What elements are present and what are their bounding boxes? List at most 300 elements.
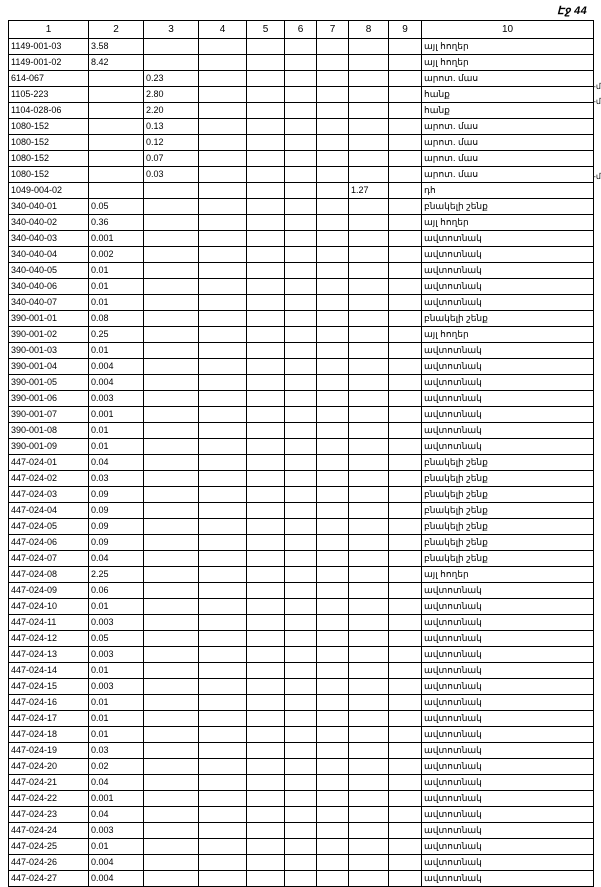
cell-1: 447-024-25 — [9, 839, 89, 855]
cell-7 — [317, 823, 349, 839]
cell-4 — [199, 327, 247, 343]
cell-4 — [199, 455, 247, 471]
cell-4 — [199, 711, 247, 727]
table-row — [9, 791, 594, 807]
cell-4 — [199, 151, 247, 167]
column-header-1: 1 — [9, 21, 89, 39]
cell-1: 340-040-02 — [9, 215, 89, 231]
cell-5 — [247, 39, 285, 55]
cell-6 — [285, 519, 317, 535]
page-number-label: Էջ 44 — [557, 5, 587, 17]
cell-7 — [317, 167, 349, 183]
table-row — [9, 775, 594, 791]
cell-6 — [285, 295, 317, 311]
cell-10: բնակելի շենք — [422, 503, 594, 519]
cell-5 — [247, 231, 285, 247]
cell-2: 0.02 — [89, 759, 144, 775]
cell-7 — [317, 711, 349, 727]
cell-4 — [199, 199, 247, 215]
cell-4 — [199, 567, 247, 583]
cell-3 — [144, 695, 199, 711]
cell-4 — [199, 615, 247, 631]
cell-1: 447-024-07 — [9, 551, 89, 567]
cell-4 — [199, 647, 247, 663]
cell-2: 0.001 — [89, 407, 144, 423]
cell-1: 1080-152 — [9, 167, 89, 183]
cell-2: 0.002 — [89, 247, 144, 263]
cell-10: այլ հողեր — [422, 215, 594, 231]
cell-10: ավտոտնակ — [422, 695, 594, 711]
cell-10: դհ — [422, 183, 594, 199]
cell-4 — [199, 519, 247, 535]
cell-5 — [247, 871, 285, 887]
cell-2: 0.003 — [89, 679, 144, 695]
cell-2: 0.003 — [89, 615, 144, 631]
cell-9 — [389, 247, 422, 263]
cell-4 — [199, 631, 247, 647]
cell-6 — [285, 807, 317, 823]
cell-2: 0.01 — [89, 599, 144, 615]
cell-6 — [285, 759, 317, 775]
cell-4 — [199, 503, 247, 519]
cell-8 — [349, 71, 389, 87]
cell-6 — [285, 151, 317, 167]
cell-8 — [349, 295, 389, 311]
cell-4 — [199, 871, 247, 887]
cell-2: 0.004 — [89, 855, 144, 871]
cell-10: արոտ. մաս — [422, 167, 594, 183]
cell-6 — [285, 167, 317, 183]
table-row — [9, 167, 594, 183]
cell-7 — [317, 615, 349, 631]
cell-9 — [389, 167, 422, 183]
table-row — [9, 71, 594, 87]
cell-8 — [349, 679, 389, 695]
cell-7 — [317, 279, 349, 295]
cell-3 — [144, 647, 199, 663]
cell-5 — [247, 615, 285, 631]
cell-8 — [349, 279, 389, 295]
cell-2: 0.05 — [89, 631, 144, 647]
cell-2: 0.001 — [89, 231, 144, 247]
cell-8 — [349, 487, 389, 503]
table-row — [9, 311, 594, 327]
cell-7 — [317, 119, 349, 135]
cell-10: ավտոտնակ — [422, 599, 594, 615]
cell-2 — [89, 103, 144, 119]
cell-10: ավտոտնակ — [422, 631, 594, 647]
cell-6 — [285, 327, 317, 343]
cell-9 — [389, 711, 422, 727]
table-row — [9, 695, 594, 711]
cell-4 — [199, 71, 247, 87]
cell-10: ավտոտնակ — [422, 743, 594, 759]
cell-4 — [199, 247, 247, 263]
cell-6 — [285, 215, 317, 231]
cell-7 — [317, 679, 349, 695]
cell-6 — [285, 663, 317, 679]
table-row — [9, 295, 594, 311]
cell-4 — [199, 791, 247, 807]
cell-10: ավտոտնակ — [422, 647, 594, 663]
cell-6 — [285, 423, 317, 439]
table-row — [9, 391, 594, 407]
cell-5 — [247, 823, 285, 839]
cell-6 — [285, 599, 317, 615]
cell-2: 0.003 — [89, 647, 144, 663]
cell-8 — [349, 407, 389, 423]
cell-5 — [247, 151, 285, 167]
table-row — [9, 631, 594, 647]
cell-2: 0.01 — [89, 695, 144, 711]
cell-10: արոտ. մաս — [422, 135, 594, 151]
cell-10: ավտոտնակ — [422, 807, 594, 823]
cell-7 — [317, 183, 349, 199]
cell-4 — [199, 215, 247, 231]
cell-3 — [144, 199, 199, 215]
column-header-8: 8 — [349, 21, 389, 39]
cell-10: ավտոտնակ — [422, 231, 594, 247]
cell-2: 0.01 — [89, 295, 144, 311]
cell-5 — [247, 455, 285, 471]
cell-8 — [349, 663, 389, 679]
cell-9 — [389, 327, 422, 343]
cell-6 — [285, 359, 317, 375]
cell-2 — [89, 183, 144, 199]
table-row — [9, 439, 594, 455]
cell-1: 447-024-27 — [9, 871, 89, 887]
cell-5 — [247, 423, 285, 439]
cell-7 — [317, 471, 349, 487]
cell-7 — [317, 455, 349, 471]
cell-1: 447-024-18 — [9, 727, 89, 743]
cell-2: 0.01 — [89, 439, 144, 455]
cell-7 — [317, 423, 349, 439]
cell-7 — [317, 567, 349, 583]
cell-1: 447-024-14 — [9, 663, 89, 679]
cell-1: 340-040-07 — [9, 295, 89, 311]
cell-1: 447-024-12 — [9, 631, 89, 647]
cell-6 — [285, 711, 317, 727]
cell-9 — [389, 487, 422, 503]
cell-10: այլ հողեր — [422, 567, 594, 583]
cell-3 — [144, 423, 199, 439]
cell-5 — [247, 487, 285, 503]
cell-8 — [349, 695, 389, 711]
cell-5 — [247, 583, 285, 599]
cell-1: 447-024-22 — [9, 791, 89, 807]
cell-7 — [317, 631, 349, 647]
cell-2: 0.01 — [89, 727, 144, 743]
cell-9 — [389, 471, 422, 487]
cell-2: 0.01 — [89, 663, 144, 679]
cell-6 — [285, 391, 317, 407]
cell-9 — [389, 791, 422, 807]
cell-9 — [389, 727, 422, 743]
cell-6 — [285, 247, 317, 263]
table-row — [9, 423, 594, 439]
cell-7 — [317, 503, 349, 519]
cell-4 — [199, 839, 247, 855]
cell-5 — [247, 807, 285, 823]
cell-9 — [389, 295, 422, 311]
cell-7 — [317, 855, 349, 871]
cell-8 — [349, 87, 389, 103]
cell-4 — [199, 343, 247, 359]
table-row — [9, 263, 594, 279]
table-row — [9, 407, 594, 423]
cell-3: 2.80 — [144, 87, 199, 103]
cell-4 — [199, 263, 247, 279]
cell-8 — [349, 215, 389, 231]
column-header-9: 9 — [389, 21, 422, 39]
cell-2: 0.05 — [89, 199, 144, 215]
cell-1: 340-040-03 — [9, 231, 89, 247]
cell-9 — [389, 567, 422, 583]
table-row — [9, 151, 594, 167]
cell-9 — [389, 375, 422, 391]
cell-6 — [285, 839, 317, 855]
cell-6 — [285, 119, 317, 135]
cell-6 — [285, 199, 317, 215]
cell-3 — [144, 679, 199, 695]
cell-8 — [349, 439, 389, 455]
cell-4 — [199, 55, 247, 71]
cell-9 — [389, 359, 422, 375]
table-row — [9, 199, 594, 215]
cell-10: ավտոտնակ — [422, 839, 594, 855]
cell-10: ավտոտնակ — [422, 263, 594, 279]
cell-3 — [144, 775, 199, 791]
table-row — [9, 215, 594, 231]
cell-7 — [317, 791, 349, 807]
cell-1: 447-024-05 — [9, 519, 89, 535]
cell-1: 1105-223 — [9, 87, 89, 103]
cell-1: 1080-152 — [9, 151, 89, 167]
cell-8 — [349, 103, 389, 119]
table-row — [9, 455, 594, 471]
cell-9 — [389, 231, 422, 247]
table-row — [9, 279, 594, 295]
cell-9 — [389, 391, 422, 407]
cell-6 — [285, 103, 317, 119]
cell-8 — [349, 471, 389, 487]
cell-3 — [144, 567, 199, 583]
cell-3 — [144, 455, 199, 471]
cell-2: 0.09 — [89, 503, 144, 519]
cell-3 — [144, 615, 199, 631]
cell-9 — [389, 503, 422, 519]
column-header-2: 2 — [89, 21, 144, 39]
cell-8 — [349, 855, 389, 871]
cell-1: 447-024-11 — [9, 615, 89, 631]
cell-6 — [285, 535, 317, 551]
table-row — [9, 247, 594, 263]
cell-7 — [317, 839, 349, 855]
cell-4 — [199, 807, 247, 823]
cell-9 — [389, 663, 422, 679]
cell-2: 0.06 — [89, 583, 144, 599]
cell-3: 0.12 — [144, 135, 199, 151]
cell-3 — [144, 279, 199, 295]
cell-4 — [199, 759, 247, 775]
cell-4 — [199, 119, 247, 135]
cell-3 — [144, 551, 199, 567]
cell-2: 0.01 — [89, 263, 144, 279]
cell-8 — [349, 839, 389, 855]
cell-5 — [247, 503, 285, 519]
cell-2: 0.01 — [89, 423, 144, 439]
cell-10: ավտոտնակ — [422, 439, 594, 455]
cell-7 — [317, 695, 349, 711]
table-row — [9, 39, 594, 55]
cell-1: 447-024-08 — [9, 567, 89, 583]
cell-4 — [199, 775, 247, 791]
cell-3 — [144, 183, 199, 199]
column-header-4: 4 — [199, 21, 247, 39]
table-row — [9, 55, 594, 71]
cell-5 — [247, 663, 285, 679]
cell-8 — [349, 423, 389, 439]
cell-8 — [349, 615, 389, 631]
cell-6 — [285, 695, 317, 711]
cell-3 — [144, 743, 199, 759]
cell-6 — [285, 343, 317, 359]
cell-7 — [317, 551, 349, 567]
cell-9 — [389, 743, 422, 759]
cell-6 — [285, 311, 317, 327]
cell-10: ավտոտնակ — [422, 375, 594, 391]
cell-10: բնակելի շենք — [422, 519, 594, 535]
cell-5 — [247, 727, 285, 743]
cell-7 — [317, 247, 349, 263]
cell-3: 0.23 — [144, 71, 199, 87]
cell-5 — [247, 343, 285, 359]
table-row — [9, 471, 594, 487]
cell-2: 0.004 — [89, 359, 144, 375]
cell-1: 390-001-08 — [9, 423, 89, 439]
land-registry-table — [8, 20, 594, 887]
cell-4 — [199, 663, 247, 679]
table-row — [9, 871, 594, 887]
cell-1: 447-024-10 — [9, 599, 89, 615]
cell-7 — [317, 487, 349, 503]
cell-7 — [317, 135, 349, 151]
cell-2: 0.03 — [89, 743, 144, 759]
cell-3 — [144, 871, 199, 887]
cell-1: 447-024-23 — [9, 807, 89, 823]
cell-6 — [285, 679, 317, 695]
cell-10: բնակելի շենք — [422, 551, 594, 567]
cell-9 — [389, 151, 422, 167]
cell-10: հանք — [422, 87, 594, 103]
cell-10: բնակելի շենք — [422, 455, 594, 471]
cell-4 — [199, 487, 247, 503]
cell-5 — [247, 599, 285, 615]
cell-9 — [389, 423, 422, 439]
cell-8 — [349, 791, 389, 807]
cell-3 — [144, 391, 199, 407]
cell-4 — [199, 391, 247, 407]
cell-4 — [199, 471, 247, 487]
cell-3 — [144, 39, 199, 55]
cell-3 — [144, 535, 199, 551]
cell-3 — [144, 343, 199, 359]
cell-7 — [317, 87, 349, 103]
cell-1: 1104-028-06 — [9, 103, 89, 119]
table-row — [9, 135, 594, 151]
cell-3: 0.07 — [144, 151, 199, 167]
cell-9 — [389, 855, 422, 871]
cell-7 — [317, 375, 349, 391]
cell-6 — [285, 615, 317, 631]
cell-8 — [349, 535, 389, 551]
cell-9 — [389, 631, 422, 647]
cell-8 — [349, 167, 389, 183]
cell-7 — [317, 39, 349, 55]
table-row — [9, 743, 594, 759]
table-row — [9, 231, 594, 247]
cell-8 — [349, 711, 389, 727]
cell-5 — [247, 679, 285, 695]
table-row — [9, 503, 594, 519]
cell-4 — [199, 375, 247, 391]
cell-3 — [144, 55, 199, 71]
table-header-row — [9, 21, 594, 39]
cell-9 — [389, 263, 422, 279]
cell-6 — [285, 743, 317, 759]
cell-4 — [199, 39, 247, 55]
cell-8 — [349, 727, 389, 743]
cell-5 — [247, 135, 285, 151]
cell-7 — [317, 103, 349, 119]
cell-8 — [349, 759, 389, 775]
cell-1: 447-024-17 — [9, 711, 89, 727]
cell-5 — [247, 647, 285, 663]
cell-5 — [247, 311, 285, 327]
table-row — [9, 679, 594, 695]
cell-5 — [247, 855, 285, 871]
cell-8 — [349, 871, 389, 887]
cell-3 — [144, 359, 199, 375]
cell-3 — [144, 759, 199, 775]
cell-9 — [389, 215, 422, 231]
cell-3 — [144, 295, 199, 311]
cell-1: 447-024-02 — [9, 471, 89, 487]
cell-4 — [199, 583, 247, 599]
cell-2: 0.004 — [89, 871, 144, 887]
cell-10: ավտոտնակ — [422, 775, 594, 791]
cell-1: 1149-001-02 — [9, 55, 89, 71]
cell-6 — [285, 487, 317, 503]
cell-8 — [349, 519, 389, 535]
cell-10: բնակելի շենք — [422, 535, 594, 551]
cell-2: 0.01 — [89, 279, 144, 295]
table-row — [9, 823, 594, 839]
cell-10: ավտոտնակ — [422, 423, 594, 439]
cell-1: 390-001-04 — [9, 359, 89, 375]
margin-note: -մ — [593, 82, 601, 91]
cell-9 — [389, 87, 422, 103]
table-header — [9, 21, 594, 39]
cell-3: 0.03 — [144, 167, 199, 183]
cell-1: 614-067 — [9, 71, 89, 87]
cell-5 — [247, 103, 285, 119]
cell-1: 390-001-06 — [9, 391, 89, 407]
cell-10: ավտոտնակ — [422, 871, 594, 887]
cell-1: 447-024-01 — [9, 455, 89, 471]
cell-5 — [247, 55, 285, 71]
